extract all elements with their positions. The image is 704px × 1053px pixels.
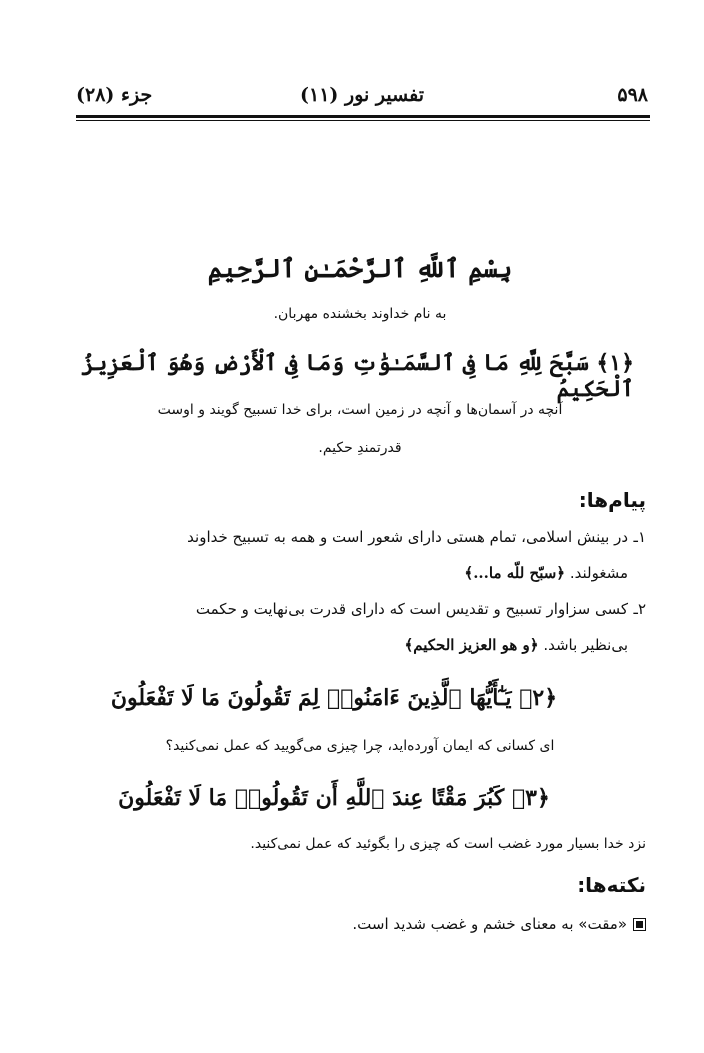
message-1-line1 <box>64 528 646 546</box>
page-number: ۵۹۸ <box>617 84 648 106</box>
bismillah-arabic: بِسْمِ ٱللَّهِ ٱلرَّحْمَـٰنِ ٱلرَّحِيمِ <box>207 254 513 283</box>
verse-1-arabic: ﴿۱﴾ سَبَّحَ لِلَّهِ مَا فِى ٱلسَّمَـٰوَٰتِ وَمَا فِى ٱلْأَرْضِ وَهُوَ ٱلْعَزِيزُ ٱلْحَكِيمُ <box>81 350 634 402</box>
header-rule-thick <box>76 115 650 118</box>
message-2-line2 <box>68 636 628 654</box>
verse-3-arabic: ﴿۳﴾ كَبُرَ مَقْتًا عِندَ ٱللَّهِ أَن تَقُولُوا۟ مَا لَا تَفْعَلُونَ <box>118 785 550 811</box>
note-item <box>46 915 646 933</box>
notes-heading: نکته‌ها: <box>577 873 646 897</box>
message-2-reference: ﴿و هو العزیز الحکیم﴾ <box>404 636 539 654</box>
verse-2-translation: ای کسانی که ایمان آورده‌اید، چرا چیزی می‌گویید که عمل نمی‌کنید؟ <box>165 738 555 754</box>
header-rule-thin <box>76 120 650 121</box>
verse-1-translation-line1: آنچه در آسمان‌ها و آنچه در زمین است، برای خدا تسبیح گویند و اوست <box>157 402 563 418</box>
verse-1-translation-line2: قدرتمندِ حکیم. <box>318 440 402 456</box>
message-1-text: در بینش اسلامی، تمام هستی دارای شعور است و همه به تسبیح خداوند <box>187 528 628 546</box>
messages-heading: پیام‌ها: <box>578 488 646 512</box>
message-1-reference: ﴿سبّح للّه ما...﴾ <box>464 564 566 582</box>
bismillah-translation: به نام خداوند بخشنده مهربان. <box>273 306 447 322</box>
message-1-line2 <box>68 564 628 582</box>
verse-2-arabic: ﴿۲﴾ يَـٰٓأَيُّهَا ٱلَّذِينَ ءَامَنُوا۟ لِمَ تَقُولُونَ مَا لَا تَفْعَلُونَ <box>110 685 558 711</box>
message-2-text-cont: بی‌نظیر باشد. <box>543 636 628 654</box>
message-1-text-cont: مشغولند. <box>569 564 628 582</box>
square-bullet-icon <box>633 918 646 931</box>
juz-label: جزء (۲۸) <box>76 84 153 106</box>
note-1-text: «مقت» به معنای خشم و غضب شدید است. <box>352 915 627 933</box>
message-2-number: ۲ـ <box>633 600 646 618</box>
message-2-line1 <box>64 600 646 618</box>
verse-3-translation: نزد خدا بسیار مورد غضب است که چیزی را بگوئید که عمل نمی‌کنید. <box>250 836 646 852</box>
message-1-number: ۱ـ <box>633 528 646 546</box>
book-title: تفسیر نور (۱۱) <box>300 84 424 106</box>
message-2-text: کسی سزاوار تسبیح و تقدیس است که دارای قدرت بی‌نهایت و حکمت <box>195 600 628 618</box>
running-header <box>76 84 648 112</box>
